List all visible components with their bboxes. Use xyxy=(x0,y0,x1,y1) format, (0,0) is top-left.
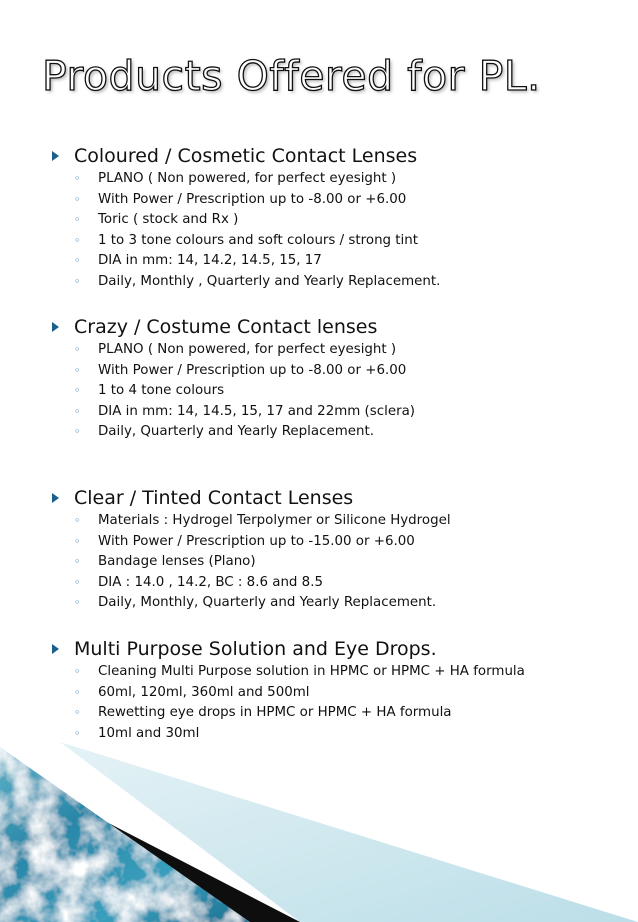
circle-bullet-icon: ◦ xyxy=(74,514,81,527)
circle-bullet-icon: ◦ xyxy=(74,192,81,206)
section-heading-text: Coloured / Cosmetic Contact Lenses xyxy=(74,145,418,167)
circle-bullet-icon: ◦ xyxy=(74,534,81,548)
circle-bullet-icon: ◦ xyxy=(74,254,81,268)
section-heading-text: Multi Purpose Solution and Eye Drops. xyxy=(74,638,437,660)
marble-corner-decoration xyxy=(0,742,638,922)
circle-bullet-icon: ◦ xyxy=(74,665,81,678)
circle-bullet-icon: ◦ xyxy=(74,233,81,247)
section-heading xyxy=(52,145,418,167)
circle-bullet-icon: ◦ xyxy=(74,343,81,356)
triangle-right-icon xyxy=(52,493,59,503)
circle-bullet-icon: ◦ xyxy=(74,425,81,439)
circle-bullet-icon: ◦ xyxy=(74,172,81,185)
circle-bullet-icon: ◦ xyxy=(74,706,81,720)
circle-bullet-icon: ◦ xyxy=(74,555,81,569)
section-heading xyxy=(52,487,354,509)
circle-bullet-icon: ◦ xyxy=(74,213,81,227)
triangle-right-icon xyxy=(52,322,59,332)
circle-bullet-icon: ◦ xyxy=(74,685,81,699)
circle-bullet-icon: ◦ xyxy=(74,726,81,740)
section-heading xyxy=(52,638,437,660)
section-heading xyxy=(52,316,378,338)
circle-bullet-icon: ◦ xyxy=(74,596,81,610)
circle-bullet-icon: ◦ xyxy=(74,363,81,377)
section-heading-text: Clear / Tinted Contact Lenses xyxy=(74,487,354,509)
circle-bullet-icon: ◦ xyxy=(74,274,81,288)
circle-bullet-icon: ◦ xyxy=(74,404,81,418)
section-heading-text: Crazy / Costume Contact lenses xyxy=(74,316,378,338)
page-title: Products Offered for PL. xyxy=(42,52,541,100)
circle-bullet-icon: ◦ xyxy=(74,575,81,589)
triangle-right-icon xyxy=(52,151,59,161)
triangle-right-icon xyxy=(52,644,59,654)
circle-bullet-icon: ◦ xyxy=(74,384,81,398)
